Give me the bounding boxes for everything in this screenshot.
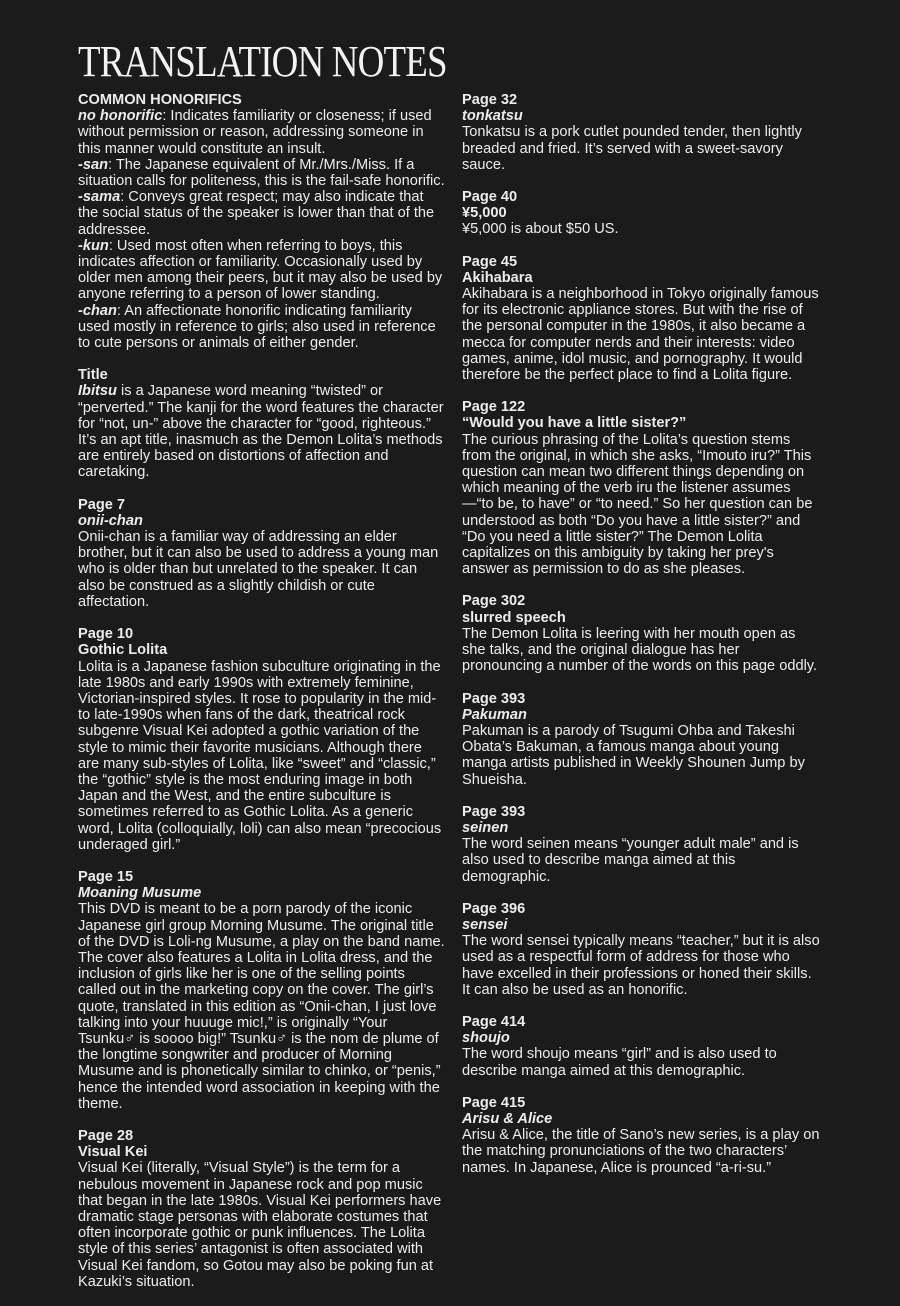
notes-right-list [462,92,822,1176]
notes-left-list [78,497,446,1290]
honorifics-section [78,92,446,351]
note-section [462,691,822,788]
note-text: Arisu & Alice, the title of Sano’s new series, is a play on the matching pronunciations of the two characters’ names. In Japanese, Alice is prounced “a-ri-su.” [462,1127,820,1176]
honorifics-heading: COMMON HONORIFICS [78,92,242,108]
note-section [462,1095,822,1176]
title-note-term: Ibitsu [78,383,117,400]
note-text: The word sensei typically means “teacher,” but it is also used as a respectful form of address for those who have excelled in their professions or honed their skills. It can also be used as an honorific. [462,933,820,998]
honorific-definition: : The Japanese equivalent of Mr./Mrs./Miss. If a situation calls for politeness, this is the fail-safe honorific. [78,156,445,190]
note-text: Lolita is a Japanese fashion subculture originating in the late 1980s and early 1990s with extremely feminine, Victorian-inspired styles. It rose to popularity in the mid- to late-1990s when fans of the dark, theatrical rock subgenre Visual Kei adopted a gothic variation of the style to mimic their favorite musicians. Although there are many sub-styles of Lolita, like “sweet” and “classic,” the “gothic” style is the most enduring image in both Japan and the West, and the entire subculture is sometimes referred to as Gothic Lolita. As a generic word, Lolita (colloquially, loli) can also mean “precocious underaged girl.” [78,658,442,853]
note-section [462,901,822,998]
note-term: Pakuman [462,706,527,723]
title-note-text [78,383,446,480]
honorific-entry [78,108,446,157]
note-page-ref: Page 45 [462,253,518,270]
note-page-ref: Page 32 [462,92,518,108]
note-page-ref: Page 28 [78,1127,134,1144]
note-term: Akihabara [462,269,533,286]
note-section [78,497,446,610]
note-section [462,1014,822,1079]
note-term: Gothic Lolita [78,642,168,659]
note-term: slurred speech [462,609,566,626]
note-text: The word shoujo means “girl” and is also used to describe manga aimed at this demographic. [462,1046,777,1079]
note-section [462,189,822,238]
note-term: sensei [462,916,508,933]
title-note [78,367,446,480]
note-text: Akihabara is a neighborhood in Tokyo originally famous for its electronic appliance stores. But with the rise of the personal computer in the 1980s, it also became a mecca for computer nerds and their interests: video games, anime, idol music, and pornography. It would therefore be the perfect place to find a Lolita figure. [462,286,819,384]
note-term: Moaning Musume [78,885,202,902]
note-section [462,399,822,577]
note-page-ref: Page 415 [462,1094,526,1111]
note-section [462,92,822,173]
note-section [78,1128,446,1290]
honorific-definition: : Conveys great respect; may also indicate that the social status of the speaker is lower than that of the addressee. [78,189,435,238]
note-term: ¥5,000 [462,205,507,222]
note-page-ref: Page 396 [462,900,526,917]
honorific-term: -chan [78,302,117,319]
note-section [78,869,446,1112]
note-term: “Would you have a little sister?” [462,415,687,432]
note-text: The Demon Lolita is leering with her mouth open as she talks, and the original dialogue has her pronouncing a number of the words on this page oddly. [462,625,818,675]
note-page-ref: Page 393 [462,690,526,707]
honorific-definition: : An affectionate honorific indicating familiarity used mostly in reference to girls; also used in reference to cute persons or animals of either gender. [78,302,436,352]
note-page-ref: Page 122 [462,399,526,416]
title-note-heading: Title [78,367,108,384]
note-term: tonkatsu [462,108,523,125]
left-column [78,92,446,1306]
note-text: This DVD is meant to be a porn parody of the iconic Japanese girl group Morning Musume. The original title of the DVD is Loli-ng Musume, a play on the band name. The cover also features a Lolita in Lolita dress, and the inclusion of girls like her is one of the selling points called out in the marketing copy on the cover. The girl’s quote, translated in this edition as “Onii-chan, I just love talking into your huuuge mic!,” is originally “Your Tsunku♂ is soooo big!” Tsunku♂ is the nom de plume of the longtime songwriter and producer of Morning Musume and is phonetically similar to chinko, or “penis,” hence the intended word association in keeping with the theme. [78,901,445,1112]
honorific-term: -kun [78,237,109,254]
note-page-ref: Page 10 [78,626,134,643]
note-term: Arisu & Alice [462,1110,553,1127]
honorific-definition: : Used most often when referring to boys, this indicates affection or familiarity. Occasionally used by older men among their peers, but it may also be used by anyone referring to a person of lower standing. [78,237,443,303]
honorific-term: -san [78,156,109,173]
note-section [78,626,446,853]
note-text: Tonkatsu is a pork cutlet pounded tender, then lightly breaded and fried. It’s served with a sweet-savory sauce. [462,124,802,173]
note-text: Pakuman is a parody of Tsugumi Ohba and Takeshi Obata’s Bakuman, a famous manga about young manga artists published in Weekly Shounen Jump by Shueisha. [462,722,805,788]
note-page-ref: Page 302 [462,593,526,610]
honorific-entry [78,157,446,189]
note-section [462,254,822,384]
note-text: The word seinen means “younger adult male” and is also used to describe manga aimed at this demographic. [462,836,799,885]
note-page-ref: Page 414 [462,1013,526,1030]
right-column [462,92,822,1192]
honorific-term: -sama [78,189,121,206]
note-term: seinen [462,819,509,836]
note-text: ¥5,000 is about $50 US. [462,221,619,238]
note-text: Onii-chan is a familiar way of addressing an elder brother, but it can also be used to address a young man who is older than but unrelated to the speaker. It can also be construed as a slightly childish or cute affectation. [78,529,439,610]
note-term: onii-chan [78,512,143,529]
note-section [462,593,822,674]
honorific-definition: : Indicates familiarity or closeness; if used without permission or reason, addressing someone in this manner would constitute an insult. [78,108,432,157]
honorifics-list [78,108,446,351]
honorific-entry [78,238,446,303]
note-term: shoujo [462,1030,510,1047]
note-page-ref: Page 15 [78,868,134,885]
honorific-term: no honorific [78,108,163,125]
note-text: Visual Kei (literally, “Visual Style”) is the term for a nebulous movement in Japanese rock and pop music that began in the late 1980s. Visual Kei performers have dramatic stage personas with elaborate costumes that often incorporate gothic or punk influences. The Lolita style of this series’ antagonist is often associated with Visual Kei fandom, so Gotou may also be poking fun at Kazuki’s situation. [78,1160,442,1290]
note-text: The curious phrasing of the Lolita’s question stems from the original, in which she asks, “Imouto iru?” This question can mean two different things depending on which meaning of the verb iru the listener assumes—“to be, to have” or “to need.” So her question can be understood as both “Do you have a little sister?” and “Do you need a little sister?” The Demon Lolita capitalizes on this ambiguity by taking her prey's answer as permission to do as she pleases. [462,431,813,578]
note-term: Visual Kei [78,1144,148,1161]
note-page-ref: Page 393 [462,803,526,820]
page-title: TRANSLATION NOTES [78,37,447,86]
note-section [462,804,822,885]
honorific-entry [78,189,446,238]
note-page-ref: Page 7 [78,496,126,513]
title-note-body: is a Japanese word meaning “twisted” or “perverted.” The kanji for the word features the character for “not, un-” above the character for “good, righteous.” It’s an apt title, inasmuch as the Demon Lolita’s methods are entirely based on distortions of affection and caretaking. [78,383,444,481]
note-page-ref: Page 40 [462,189,518,206]
honorific-entry [78,303,446,352]
